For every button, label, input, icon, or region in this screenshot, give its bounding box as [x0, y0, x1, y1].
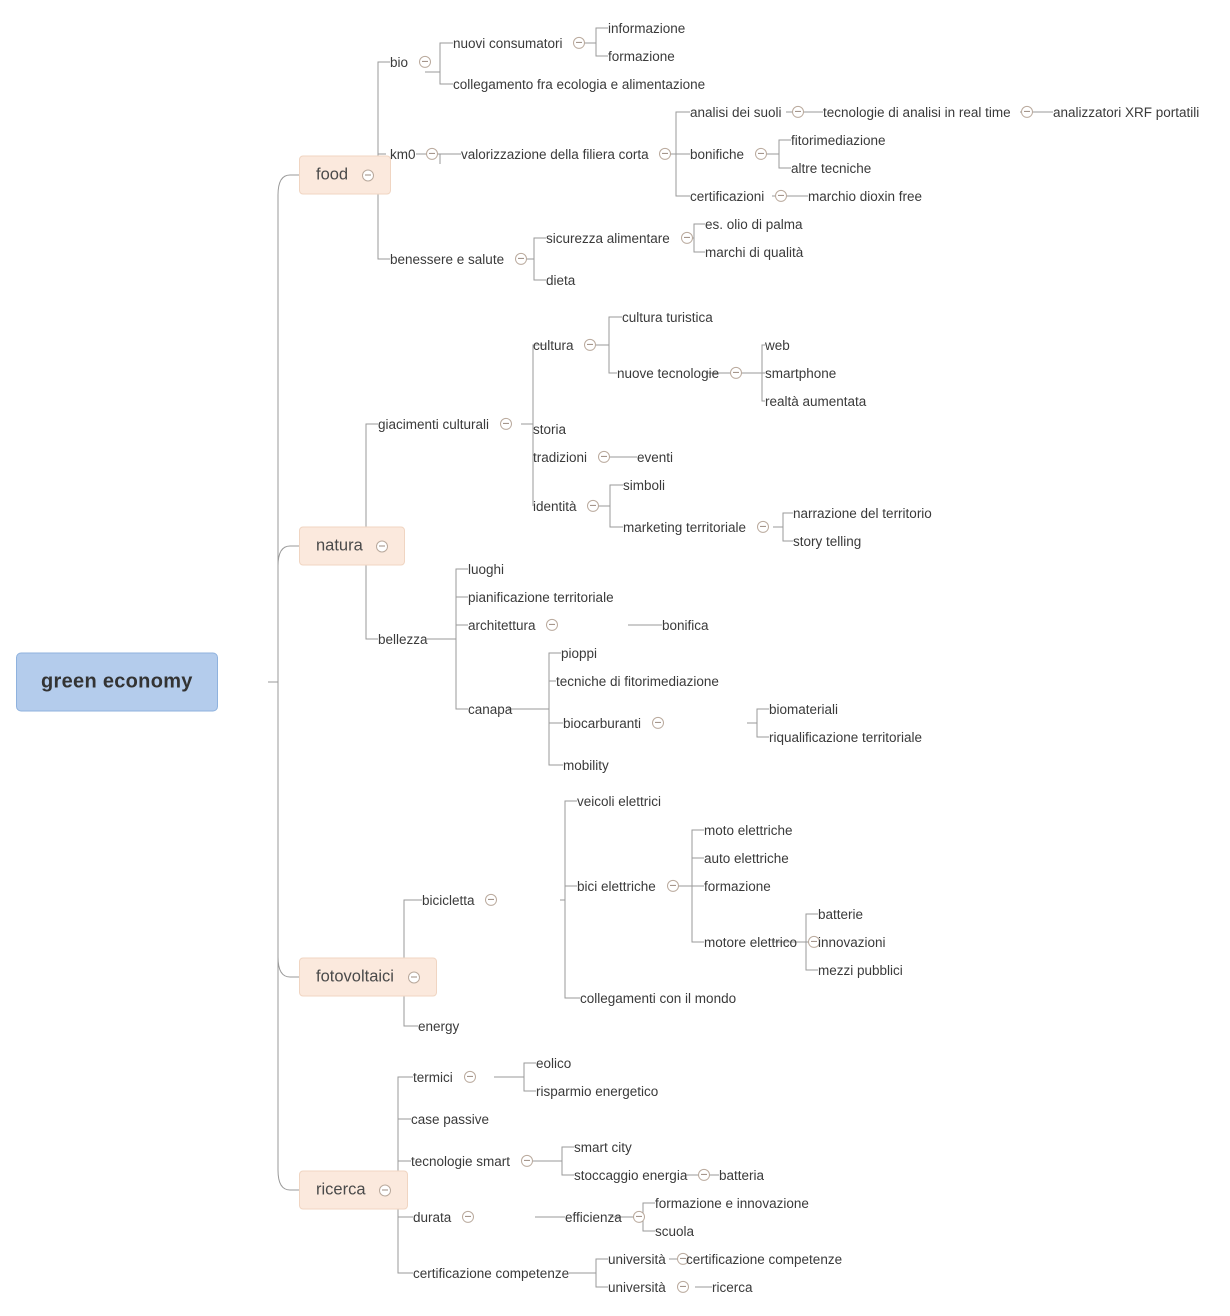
node-innovazioni[interactable]: [818, 963, 903, 977]
node-bellezza[interactable]: [378, 632, 428, 646]
node-ricerca[interactable]: [712, 1280, 753, 1294]
node-informazione[interactable]: [608, 21, 685, 35]
node-label: narrazione del territorio: [793, 505, 932, 521]
node-label: risparmio energetico: [536, 1083, 659, 1099]
node-label: tradizioni: [533, 449, 588, 465]
collapse-icon[interactable]: [1021, 106, 1033, 118]
node-label: università: [608, 1279, 666, 1295]
node-collegamento-ecologia-alimentazione[interactable]: [453, 77, 705, 91]
node-label: sicurezza alimentare: [546, 230, 670, 246]
node-label: tecnologie smart: [411, 1153, 511, 1169]
node-label: benessere e salute: [390, 251, 505, 267]
node-label: marchi di qualità: [705, 244, 804, 260]
node-altre-tecniche[interactable]: [791, 161, 871, 175]
node-nuovi-consumatori[interactable]: [453, 36, 585, 50]
node-label: architettura: [468, 617, 536, 633]
node-label: informazione: [608, 20, 686, 36]
node-label: case passive: [411, 1111, 490, 1127]
node-scuola[interactable]: [608, 1252, 689, 1266]
node-label: biomateriali: [769, 701, 839, 717]
node-motore-elettrico[interactable]: [818, 907, 863, 921]
node-label: bonifiche: [690, 146, 745, 162]
node-tecniche-di-fitorimediazione[interactable]: [563, 716, 664, 730]
node-benessere-e-salute[interactable]: [390, 252, 527, 266]
node-label: luoghi: [468, 561, 505, 577]
collapse-icon[interactable]: [681, 232, 693, 244]
node-label: es. olio di palma: [705, 216, 803, 232]
collapse-icon[interactable]: [462, 1211, 474, 1223]
branch-food[interactable]: [299, 156, 391, 195]
node-label: bici elettriche: [577, 878, 656, 894]
node-case-passive[interactable]: [574, 1140, 632, 1154]
node-narrazione-del-territorio[interactable]: [793, 506, 932, 520]
node-termici[interactable]: [536, 1056, 571, 1070]
collapse-icon[interactable]: [757, 521, 769, 533]
node-label: km0: [390, 146, 416, 162]
collapse-icon[interactable]: [426, 148, 438, 160]
node-label: biocarburanti: [563, 715, 642, 731]
node-label: giacimenti culturali: [378, 416, 490, 432]
node-label: marketing territoriale: [623, 519, 747, 535]
node-label: auto elettriche: [704, 850, 789, 866]
node-tecnologie-smart[interactable]: [574, 1168, 710, 1182]
node-label: batterie: [818, 906, 864, 922]
node-label: nuove tecnologie: [617, 365, 720, 381]
node-marchi-di-qualita[interactable]: [705, 245, 803, 259]
collapse-icon[interactable]: [521, 1155, 533, 1167]
node-label: formazione: [704, 878, 771, 894]
collapse-icon[interactable]: [587, 500, 599, 512]
branch-label: fotovoltaici: [316, 967, 394, 986]
node-biocarburanti[interactable]: [769, 702, 838, 716]
node-label: certificazioni: [690, 188, 765, 204]
node-label: ricerca: [712, 1279, 753, 1295]
node-label: bicicletta: [422, 892, 475, 908]
node-architettura[interactable]: [662, 618, 709, 632]
node-label: bio: [390, 54, 409, 70]
node-label: cultura: [533, 337, 574, 353]
node-label: moto elettriche: [704, 822, 793, 838]
node-identita[interactable]: [533, 499, 599, 513]
node-formazione-bio[interactable]: [608, 49, 675, 63]
node-label: stoccaggio energia: [574, 1167, 688, 1183]
node-valorizzazione-filiera-corta[interactable]: [461, 147, 671, 161]
node-marchio-dioxin-free[interactable]: [808, 189, 922, 203]
node-cultura[interactable]: [533, 338, 596, 352]
node-giacimenti-culturali[interactable]: [378, 417, 512, 431]
collapse-icon[interactable]: [419, 56, 431, 68]
node-label: tecnologie di analisi in real time: [823, 104, 1011, 120]
node-label: fitorimediazione: [791, 132, 886, 148]
collapse-icon[interactable]: [667, 880, 679, 892]
node-universita[interactable]: [608, 1280, 689, 1294]
collapse-icon[interactable]: [485, 894, 497, 906]
collapse-icon[interactable]: [698, 1169, 710, 1181]
collapse-icon[interactable]: [584, 339, 596, 351]
node-story-telling[interactable]: [793, 534, 861, 548]
node-label: eolico: [536, 1055, 572, 1071]
node-label: energy: [418, 1018, 460, 1034]
node-label: veicoli elettrici: [577, 793, 662, 809]
node-label: smartphone: [765, 365, 837, 381]
node-label: collegamento fra ecologia e alimentazione: [453, 76, 706, 92]
node-bonifiche[interactable]: [690, 147, 767, 161]
node-risparmio-energetico[interactable]: [411, 1154, 533, 1168]
node-smart-city[interactable]: [719, 1168, 764, 1182]
node-moto-elettriche[interactable]: [704, 851, 789, 865]
node-bici-elettriche[interactable]: [704, 823, 793, 837]
node-fitorimediazione[interactable]: [791, 133, 886, 147]
node-biomateriali[interactable]: [769, 730, 922, 744]
branch-label: food: [316, 165, 349, 184]
collapse-icon[interactable]: [730, 367, 742, 379]
node-label: smart city: [574, 1139, 632, 1155]
collapse-icon[interactable]: [546, 619, 558, 631]
node-label: batteria: [719, 1167, 765, 1183]
node-natura[interactable]: [468, 590, 614, 604]
node-label: eventi: [637, 449, 674, 465]
node-label: pianificazione territoriale: [468, 589, 614, 605]
node-formazione-e-innovazione[interactable]: [413, 1266, 569, 1280]
node-label: durata: [413, 1209, 452, 1225]
node-mobilita-sostenibile[interactable]: [422, 893, 497, 907]
node-label: valorizzazione della filiera corta: [461, 146, 649, 162]
collapse-icon[interactable]: [633, 1211, 645, 1223]
node-web[interactable]: [765, 338, 790, 352]
node-label: story telling: [793, 533, 862, 549]
node-label: efficienza: [565, 1209, 622, 1225]
branch-mobility[interactable]: [299, 958, 437, 997]
node-label: pioppi: [561, 645, 598, 661]
collapse-icon[interactable]: [573, 37, 585, 49]
collapse-icon[interactable]: [652, 717, 664, 729]
node-veicoli-elettrici[interactable]: [577, 879, 679, 893]
node-fotovoltaici[interactable]: [536, 1084, 658, 1098]
node-realta-aumentata[interactable]: [765, 394, 866, 408]
node-stoccaggio-energia[interactable]: [413, 1210, 474, 1224]
node-label: certificazione competenze: [413, 1265, 570, 1281]
node-efficienza[interactable]: [655, 1224, 694, 1238]
node-marketing-territoriale[interactable]: [623, 520, 769, 534]
collapse-icon[interactable]: [379, 1184, 391, 1196]
collapse-icon[interactable]: [755, 148, 767, 160]
collapse-icon[interactable]: [775, 190, 787, 202]
node-pianificazione-territoriale[interactable]: [468, 618, 558, 632]
node-label: mobility: [563, 757, 609, 773]
node-label: nuovi consumatori: [453, 35, 563, 51]
node-label: realtà aumentata: [765, 393, 867, 409]
node-bicicletta[interactable]: [577, 794, 661, 808]
node-bio[interactable]: [390, 55, 431, 69]
node-label: certificazione competenze: [686, 1251, 843, 1267]
node-formazione-mobilita[interactable]: [704, 935, 820, 949]
node-label: simboli: [623, 477, 666, 493]
node-pioppi[interactable]: [556, 674, 719, 688]
node-tecnologie-analisi-real-time[interactable]: [823, 105, 1033, 119]
branch-label: ricerca: [316, 1180, 366, 1199]
node-canapa[interactable]: [561, 646, 597, 660]
node-label: bonifica: [662, 617, 709, 633]
collapse-icon[interactable]: [659, 148, 671, 160]
collapse-icon[interactable]: [500, 418, 512, 430]
node-km0[interactable]: [390, 147, 438, 161]
root-node[interactable]: [16, 653, 218, 712]
node-luoghi[interactable]: [468, 562, 504, 576]
node-batteria[interactable]: [565, 1210, 645, 1224]
node-certificazione-competenze[interactable]: [686, 1252, 842, 1266]
node-label: termici: [413, 1069, 453, 1085]
collapse-icon[interactable]: [464, 1071, 476, 1083]
node-batterie[interactable]: [818, 935, 886, 949]
node-label: mezzi pubblici: [818, 962, 903, 978]
node-label: scuola: [655, 1223, 695, 1239]
node-smartphone[interactable]: [765, 366, 836, 380]
node-label: analisi dei suoli: [690, 104, 782, 120]
collapse-icon[interactable]: [792, 106, 804, 118]
node-nuove-tecnologie[interactable]: [617, 366, 742, 380]
node-label: motore elettrico: [704, 934, 798, 950]
root-label: green economy: [41, 670, 193, 693]
collapse-icon[interactable]: [515, 253, 527, 265]
node-es-olio-di-palma[interactable]: [705, 217, 803, 231]
node-simboli[interactable]: [623, 478, 665, 492]
collapse-icon[interactable]: [362, 169, 374, 181]
branch-art[interactable]: [299, 527, 405, 566]
node-label: tecniche di fitorimediazione: [556, 673, 719, 689]
node-label: collegamenti con il mondo: [580, 990, 737, 1006]
node-label: università: [608, 1251, 666, 1267]
node-label: storia: [533, 421, 567, 437]
collapse-icon[interactable]: [598, 451, 610, 463]
collapse-icon[interactable]: [376, 540, 388, 552]
node-analizzatori-xrf-portatili[interactable]: [1053, 105, 1199, 119]
node-label: canapa: [468, 701, 513, 717]
node-label: formazione: [608, 48, 675, 64]
node-pannelli-solari[interactable]: [413, 1070, 476, 1084]
node-mezzi-pubblici[interactable]: [580, 991, 736, 1005]
node-tradizioni[interactable]: [533, 450, 610, 464]
node-bonifica[interactable]: [468, 702, 512, 716]
node-label: identità: [533, 498, 577, 514]
node-sicurezza-alimentare[interactable]: [546, 231, 693, 245]
branch-label: natura: [316, 536, 363, 555]
node-label: innovazioni: [818, 934, 886, 950]
node-durata[interactable]: [655, 1196, 809, 1210]
node-label: marchio dioxin free: [808, 188, 923, 204]
node-label: analizzatori XRF portatili: [1053, 104, 1200, 120]
node-collegamenti-con-il-mondo[interactable]: [418, 1019, 459, 1033]
collapse-icon[interactable]: [408, 971, 420, 983]
node-label: riqualificazione territoriale: [769, 729, 923, 745]
node-label: formazione e innovazione: [655, 1195, 809, 1211]
node-label: bellezza: [378, 631, 428, 647]
node-eventi[interactable]: [637, 450, 673, 464]
node-riqualificazione-territoriale[interactable]: [563, 758, 609, 772]
node-eolico[interactable]: [411, 1112, 489, 1126]
collapse-icon[interactable]: [677, 1281, 689, 1293]
node-label: dieta: [546, 272, 576, 288]
node-cultura-turistica[interactable]: [622, 310, 713, 324]
node-auto-elettriche[interactable]: [704, 879, 771, 893]
node-label: cultura turistica: [622, 309, 713, 325]
node-storia[interactable]: [533, 422, 566, 436]
node-dieta[interactable]: [546, 273, 575, 287]
node-label: web: [765, 337, 790, 353]
node-label: altre tecniche: [791, 160, 872, 176]
branch-energy[interactable]: [299, 1171, 408, 1210]
node-analisi-dei-suoli[interactable]: [690, 105, 804, 119]
node-certificazioni[interactable]: [690, 189, 787, 203]
